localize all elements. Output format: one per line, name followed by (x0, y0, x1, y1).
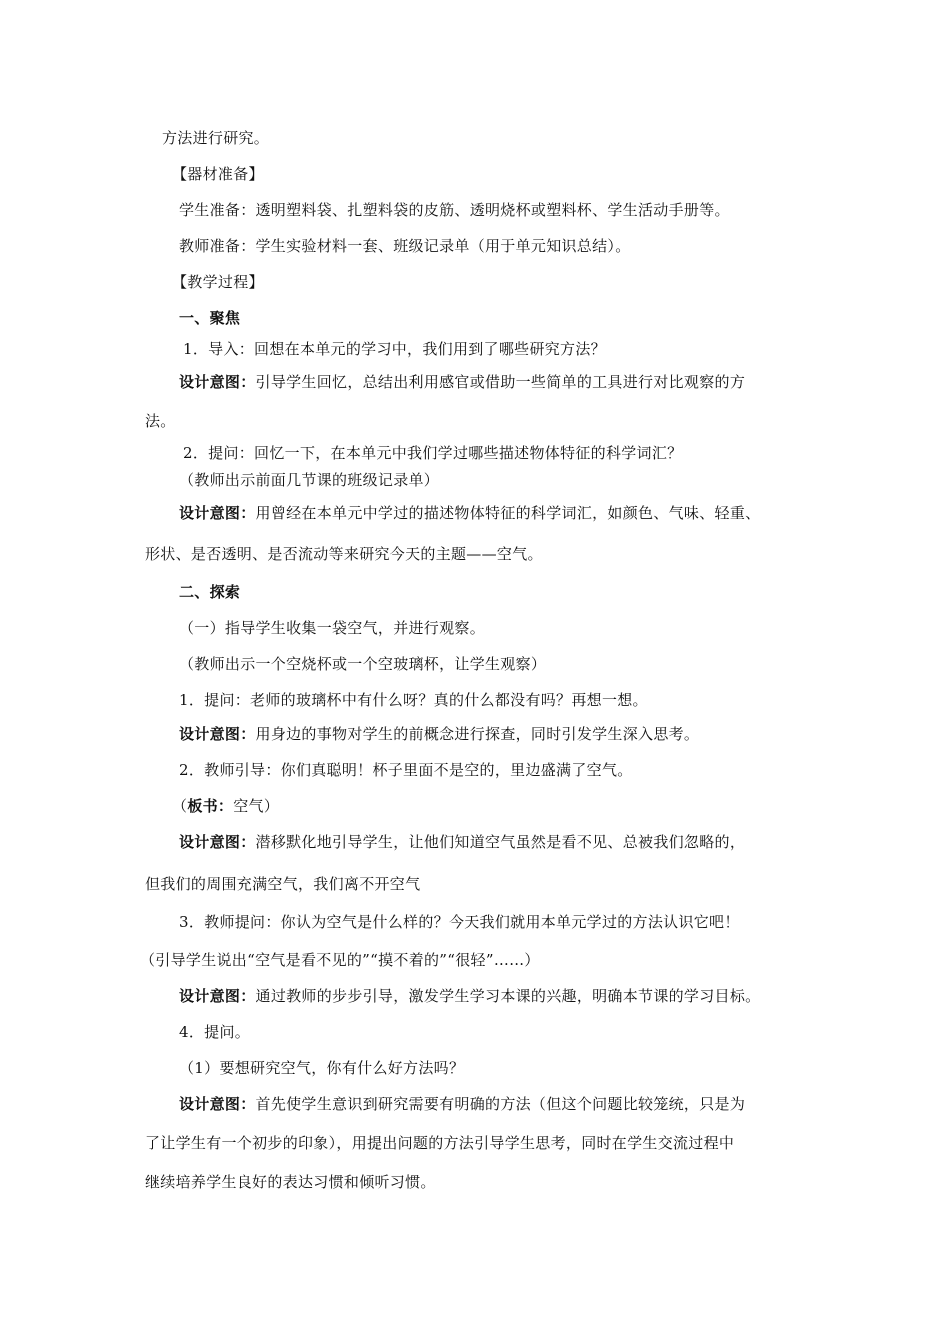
text-line: 了让学生有一个初步的印象），用提出问题的方法引导学生思考，同时在学生交流过程中 (145, 1134, 735, 1152)
design-intent-line (179, 986, 760, 1006)
design-intent-line (179, 372, 745, 392)
design-intent-label: 设计意图： (179, 1095, 256, 1113)
design-intent-text: 引导学生回忆，总结出利用感官或借助一些简单的工具进行对比观察的方 (255, 373, 746, 391)
design-intent-text: 用身边的事物对学生的前概念进行探查，同时引发学生深入思考。 (255, 725, 700, 743)
design-intent-text: 首先使学生意识到研究需要有明确的方法（但这个问题比较笼统，只是为 (255, 1095, 746, 1113)
text-line: 法。 (145, 412, 176, 430)
text-line: 形状、是否透明、是否流动等来研究今天的主题——空气。 (145, 545, 543, 563)
design-intent-label: 设计意图： (179, 504, 256, 522)
blackboard-label: 板书： (187, 797, 234, 815)
text-line: （教师出示前面几节课的班级记录单） (179, 471, 440, 489)
design-intent-label: 设计意图： (179, 373, 256, 391)
blackboard-line (172, 796, 279, 816)
text-line: 1．提问：老师的玻璃杯中有什么呀？真的什么都没有吗？再想一想。 (179, 691, 648, 709)
text-line: 3．教师提问：你认为空气是什么样的？今天我们就用本单元学过的方法认识它吧！ (179, 913, 740, 931)
design-intent-text: 用曾经在本单元中学过的描述物体特征的科学词汇，如颜色、气味、轻重、 (255, 504, 761, 522)
text-line: 2．提问：回忆一下，在本单元中我们学过哪些描述物体特征的科学词汇？ (183, 444, 683, 462)
design-intent-line (179, 724, 699, 744)
text-line: 方法进行研究。 (162, 129, 270, 147)
design-intent-label: 设计意图： (179, 833, 256, 851)
text-line: 继续培养学生良好的表达习惯和倾听习惯。 (145, 1173, 436, 1191)
design-intent-text: 通过教师的步步引导，激发学生学习本课的兴趣，明确本节课的学习目标。 (255, 987, 761, 1005)
text-line: 教师准备：学生实验材料一套、班级记录单（用于单元知识总结）。 (179, 237, 631, 255)
text-line: 学生准备：透明塑料袋、扎塑料袋的皮筋、透明烧杯或塑料杯、学生活动手册等。 (179, 201, 730, 219)
text-line: 1．导入：回想在本单元的学习中，我们用到了哪些研究方法？ (183, 340, 606, 358)
design-intent-line (179, 503, 760, 523)
section-heading-materials: 【器材准备】 (172, 165, 264, 183)
design-intent-line (179, 1094, 745, 1114)
text-line: （引导学生说出“空气是看不见的”“摸不着的”“很轻”……） (140, 951, 540, 969)
text-line: 2．教师引导：你们真聪明！杯子里面不是空的，里边盛满了空气。 (179, 761, 633, 779)
design-intent-text: 潜移默化地引导学生，让他们知道空气虽然是看不见、总被我们忽略的， (255, 833, 746, 851)
section-heading-process: 【教学过程】 (172, 273, 264, 291)
section-heading-focus: 一、聚焦 (179, 309, 241, 327)
design-intent-line (179, 832, 745, 852)
text-line: 4．提问。 (179, 1023, 251, 1041)
design-intent-label: 设计意图： (179, 725, 256, 743)
text-line: （教师出示一个空烧杯或一个空玻璃杯，让学生观察） (179, 655, 547, 673)
section-heading-explore: 二、探索 (179, 583, 241, 601)
text-line: 但我们的周围充满空气，我们离不开空气 (145, 875, 421, 893)
text-line: （一）指导学生收集一袋空气，并进行观察。 (179, 619, 486, 637)
blackboard-text: 空气） (233, 797, 280, 815)
paren-open: （ (172, 797, 188, 815)
text-line: （1）要想研究空气，你有什么好方法吗？ (179, 1059, 465, 1077)
design-intent-label: 设计意图： (179, 987, 256, 1005)
